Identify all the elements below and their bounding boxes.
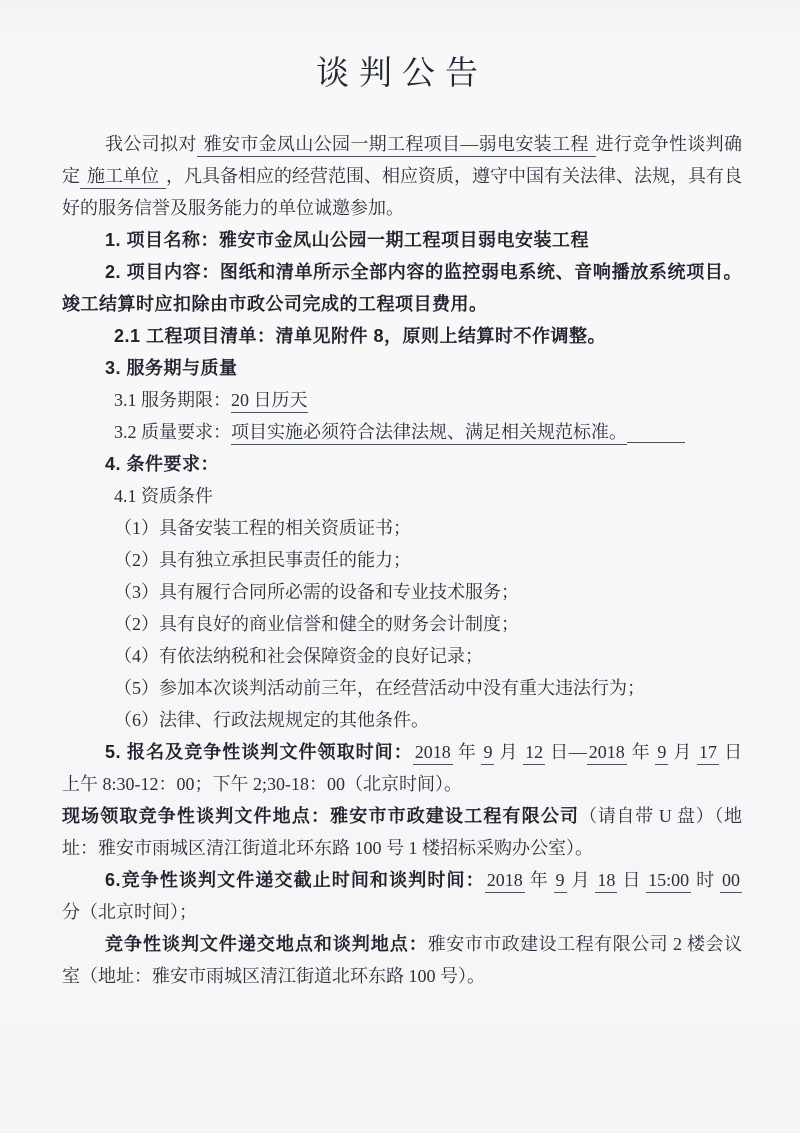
deadline-label: 6.竞争性谈判文件递交截止时间和谈判时间： bbox=[105, 870, 485, 890]
date-separator: 日 bbox=[617, 870, 647, 890]
deadline-month-underlined: 9 bbox=[554, 870, 567, 893]
deadline-year-underlined: 2018 bbox=[485, 870, 525, 893]
pickup-location-label-bold: 现场领取竞争性谈判文件地点：雅安市市政建设工程有限公司 bbox=[62, 806, 580, 826]
item-3-1-service-period bbox=[62, 384, 742, 416]
submission-location-detail: 雅安市市政建设工程有限公司 2 楼会议室（地址：雅安市雨城区清江街道北环东路 100 号）。 bbox=[62, 934, 742, 986]
date-separator: 年 bbox=[626, 742, 656, 762]
pickup-location-detail: （请自带 U 盘）（地址：雅安市雨城区清江街道北环东路 100 号 1 楼招标采购办公室）。 bbox=[62, 806, 742, 858]
condition-item: （1）具备安装工程的相关资质证书； bbox=[114, 518, 411, 538]
intro-text-1: 我公司拟对 bbox=[105, 134, 197, 154]
deadline-day-underlined: 18 bbox=[595, 870, 617, 893]
condition-item: （2）具有良好的商业信誉和健全的财务会计制度； bbox=[114, 614, 519, 634]
date-separator: 年 bbox=[524, 870, 554, 890]
quality-requirement-value-underlined: 项目实施必须符合法律法规、满足相关规范标准。 bbox=[231, 422, 627, 445]
submission-location-paragraph bbox=[62, 928, 742, 992]
condition-item: （4）有依法纳税和社会保障资金的良好记录； bbox=[114, 646, 483, 666]
quality-requirement-label: 3.2 质量要求： bbox=[114, 422, 231, 442]
item-2-1-project-list: 2.1 工程项目清单：清单见附件 8，原则上结算时不作调整。 bbox=[114, 326, 607, 346]
date-separator: 月 bbox=[494, 742, 524, 762]
date-separator: 月 bbox=[668, 742, 698, 762]
underline-extension bbox=[627, 442, 685, 443]
intro-paragraph bbox=[62, 128, 742, 224]
project-name-underlined: 雅安市金凤山公园一期工程项目—弱电安装工程 bbox=[197, 134, 596, 157]
condition-item: （6）法律、行政法规规定的其他条件。 bbox=[114, 710, 429, 730]
date-year-underlined: 2018 bbox=[413, 742, 453, 765]
item-3-2-quality-requirement bbox=[62, 416, 742, 448]
date-separator: 年 bbox=[452, 742, 482, 762]
intro-text-2: 进行竞争性谈判确定 bbox=[62, 134, 743, 186]
condition-item: （2）具有独立承担民事责任的能力； bbox=[114, 550, 411, 570]
pickup-location-paragraph bbox=[62, 800, 742, 864]
document-title: 谈判公告 bbox=[316, 56, 488, 92]
condition-item: （3）具有履行合同所必需的设备和专业技术服务； bbox=[114, 582, 519, 602]
section-3-heading: 3. 服务期与质量 bbox=[105, 358, 238, 378]
service-period-value-underlined: 20 日历天 bbox=[231, 390, 308, 413]
date-day-underlined: 12 bbox=[523, 742, 545, 765]
date-separator: 日— bbox=[545, 742, 587, 762]
item-1-project-name: 1. 项目名称：雅安市金凤山公园一期工程项目弱电安装工程 bbox=[105, 230, 590, 250]
item-5-document-pickup-time bbox=[62, 736, 742, 800]
condition-item: （5）参加本次谈判活动前三年，在经营活动中没有重大违法行为； bbox=[114, 678, 645, 698]
deadline-minute-underlined: 00 bbox=[720, 870, 742, 893]
service-period-label: 3.1 服务期限： bbox=[114, 390, 231, 410]
pickup-time-detail: 日上午 8:30-12：00；下午 2;30-18：00（北京时间）。 bbox=[62, 742, 743, 794]
date-month-underlined: 9 bbox=[481, 742, 494, 765]
date-year-underlined: 2018 bbox=[587, 742, 627, 765]
submission-location-label-bold: 竞争性谈判文件递交地点和谈判地点： bbox=[105, 934, 428, 954]
deadline-hour-underlined: 15:00 bbox=[646, 870, 691, 893]
date-separator: 月 bbox=[566, 870, 596, 890]
intro-text-3: ，凡具备相应的经营范围、相应资质，遵守中国有关法律、法规，具有良好的服务信誉及服务能力的单位诚邀参加。 bbox=[62, 166, 742, 218]
item-6-submission-deadline bbox=[62, 864, 742, 928]
date-month-underlined: 9 bbox=[655, 742, 668, 765]
section-4-heading: 4. 条件要求： bbox=[105, 454, 220, 474]
deadline-tail: 分（北京时间）； bbox=[62, 902, 197, 922]
item-4-1-qualification-heading: 4.1 资质条件 bbox=[114, 486, 213, 506]
pickup-time-label: 5. 报名及竞争性谈判文件领取时间： bbox=[105, 742, 413, 762]
date-day-underlined: 17 bbox=[697, 742, 719, 765]
date-separator: 时 bbox=[691, 870, 721, 890]
construction-unit-underlined: 施工单位 bbox=[80, 166, 166, 189]
item-2-project-content: 2. 项目内容：图纸和清单所示全部内容的监控弱电系统、音响播放系统项目。竣工结算时应扣除由市政公司完成的工程项目费用。 bbox=[62, 262, 742, 314]
